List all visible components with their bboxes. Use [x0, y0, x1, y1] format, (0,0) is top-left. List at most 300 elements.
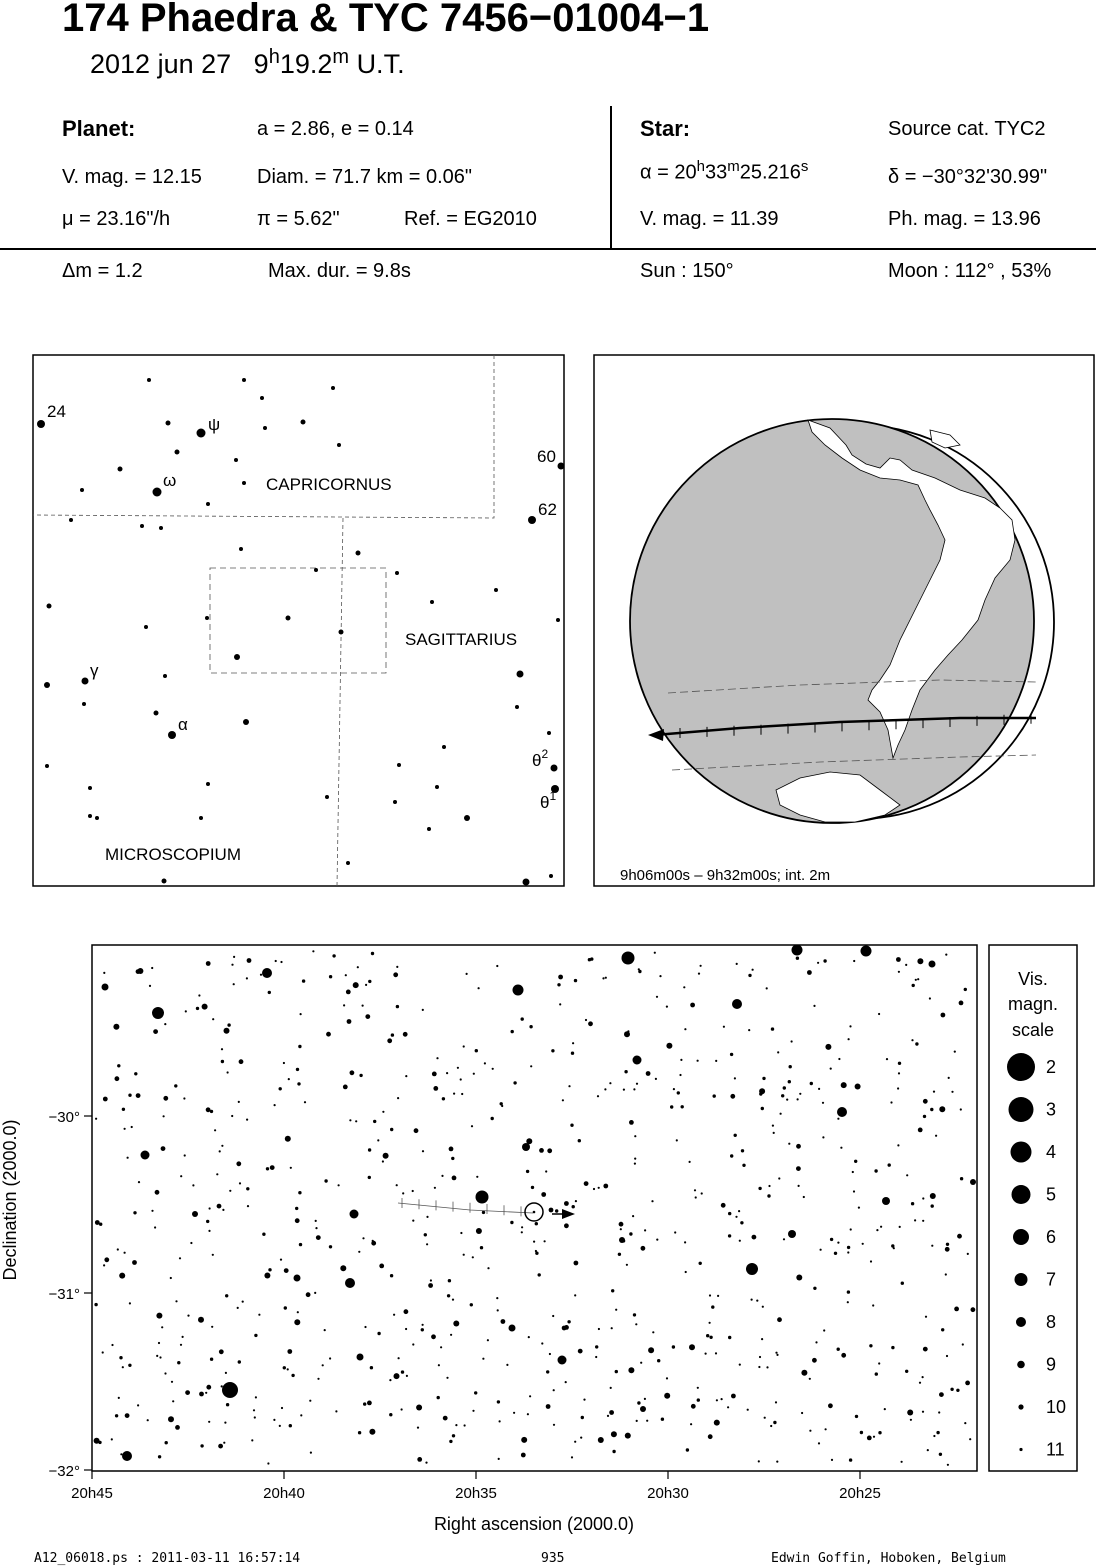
- field-star: [236, 1161, 241, 1166]
- field-star: [118, 1397, 120, 1399]
- field-star: [463, 1045, 465, 1047]
- field-star: [302, 979, 305, 982]
- field-star: [553, 1424, 555, 1426]
- field-star: [315, 1227, 317, 1229]
- field-star: [117, 1248, 119, 1250]
- field-star: [796, 957, 799, 960]
- field-star: [482, 1211, 485, 1214]
- field-star: [788, 1230, 796, 1238]
- event-hour: 9: [253, 49, 269, 79]
- field-star: [603, 1184, 608, 1189]
- field-star: [728, 1336, 731, 1339]
- field-star: [187, 1315, 189, 1317]
- field-star: [728, 1234, 731, 1237]
- field-star: [771, 1027, 774, 1030]
- legend-label-3: 3: [1046, 1099, 1057, 1120]
- orbit-reference: Ref. = EG2010: [404, 208, 537, 230]
- field-star: [776, 1354, 778, 1356]
- field-star: [158, 1455, 161, 1458]
- field-star: [119, 1273, 125, 1279]
- field-star: [641, 1246, 646, 1251]
- field-star: [266, 1167, 269, 1170]
- ra-minutes: 33: [704, 161, 728, 184]
- field-star: [528, 1336, 530, 1338]
- field-star: [406, 1375, 408, 1377]
- field-star: [557, 983, 560, 986]
- field-star: [609, 1082, 611, 1084]
- x-tick-2030: 20h30: [647, 1485, 689, 1502]
- field-star: [451, 1157, 454, 1160]
- field-star: [546, 1404, 551, 1409]
- field-star: [298, 1045, 301, 1048]
- field-star: [396, 1184, 398, 1186]
- field-star: [329, 975, 332, 978]
- field-star: [216, 1173, 218, 1175]
- field-star: [210, 1110, 213, 1113]
- field-star: [564, 1223, 569, 1228]
- field-star: [447, 1294, 450, 1297]
- field-star: [453, 1093, 455, 1095]
- field-star: [452, 1434, 455, 1437]
- field-star: [673, 1088, 675, 1090]
- field-star: [907, 1410, 913, 1416]
- field-star: [168, 1416, 174, 1422]
- field-star: [211, 1326, 213, 1328]
- field-star: [365, 984, 367, 986]
- field-star: [521, 1453, 526, 1458]
- field-star: [611, 1289, 614, 1292]
- field-star: [922, 1411, 924, 1413]
- field-star: [629, 1120, 634, 1125]
- field-star: [575, 1200, 577, 1202]
- field-star: [246, 1187, 249, 1190]
- field-star: [762, 1306, 764, 1308]
- field-star: [574, 979, 577, 982]
- field-star: [359, 1074, 362, 1077]
- field-star: [221, 1385, 223, 1387]
- field-star: [120, 1453, 122, 1455]
- field-star: [588, 1021, 593, 1026]
- field-star: [553, 1389, 555, 1391]
- field-star: [422, 1324, 424, 1326]
- legend-label-2: 2: [1046, 1057, 1057, 1077]
- field-star: [221, 1145, 223, 1147]
- field-star: [529, 1395, 531, 1397]
- field-star: [280, 1259, 282, 1261]
- field-star: [480, 1246, 483, 1249]
- field-star: [931, 1245, 933, 1247]
- field-star: [172, 1400, 174, 1402]
- star-chart: [0, 930, 1096, 1550]
- field-star: [510, 1221, 513, 1224]
- field-star: [901, 1282, 904, 1285]
- field-star: [697, 1060, 699, 1062]
- field-star: [430, 1279, 432, 1281]
- field-star: [927, 1449, 929, 1451]
- footer-page-number: 935: [541, 1551, 565, 1566]
- field-star: [674, 1231, 676, 1233]
- field-star: [558, 1356, 567, 1365]
- field-star: [196, 1007, 199, 1010]
- field-star: [736, 963, 738, 965]
- field-star: [644, 1398, 646, 1400]
- field-star: [783, 1238, 785, 1240]
- legend-dot-9: [1017, 1361, 1025, 1369]
- planet-orbit: a = 2.86, e = 0.14: [257, 118, 414, 140]
- field-star: [460, 1232, 462, 1234]
- field-star: [129, 1302, 131, 1304]
- field-star: [878, 1431, 881, 1434]
- field-star: [930, 1108, 933, 1111]
- field-star: [95, 1118, 97, 1120]
- field-star: [828, 1403, 833, 1408]
- field-star: [957, 1234, 962, 1239]
- field-star: [159, 1356, 161, 1358]
- field-star: [797, 1098, 799, 1100]
- field-star: [905, 964, 907, 966]
- field-star: [185, 1390, 190, 1395]
- field-star: [306, 1292, 311, 1297]
- field-star: [585, 1019, 587, 1021]
- field-star: [700, 965, 702, 967]
- field-star: [615, 1309, 617, 1311]
- field-star: [179, 1257, 181, 1259]
- field-star: [571, 1052, 574, 1055]
- field-star: [929, 961, 936, 968]
- field-star: [476, 1228, 482, 1234]
- field-star: [127, 1157, 129, 1159]
- field-star: [368, 1176, 371, 1179]
- field-star: [357, 966, 359, 968]
- field-star: [531, 1186, 534, 1189]
- x-tick-2045: 20h45: [71, 1485, 113, 1502]
- field-star: [175, 1425, 180, 1430]
- star-label-24: 24: [47, 402, 66, 421]
- legend-dot-6: [1013, 1229, 1029, 1245]
- constellation-microscopium: MICROSCOPIUM: [105, 845, 241, 864]
- field-star: [735, 1216, 737, 1218]
- field-star: [870, 1260, 872, 1262]
- field-star: [417, 1457, 422, 1462]
- field-star: [442, 1097, 445, 1100]
- field-star: [595, 1356, 597, 1358]
- field-star: [946, 1243, 949, 1246]
- field-star: [798, 1185, 800, 1187]
- field-star: [225, 1372, 227, 1374]
- field-star: [699, 1262, 702, 1265]
- field-star: [102, 984, 109, 991]
- field-star: [412, 1220, 414, 1222]
- field-star: [223, 1442, 225, 1444]
- field-star: [931, 1204, 934, 1207]
- field-star: [758, 1187, 761, 1190]
- field-star: [714, 1420, 720, 1426]
- field-star: [578, 1139, 581, 1142]
- field-star: [818, 1442, 820, 1444]
- field-star: [247, 1205, 249, 1207]
- field-star: [681, 1105, 684, 1108]
- field-star: [767, 1194, 770, 1197]
- field-star: [685, 1271, 687, 1273]
- field-star: [275, 960, 277, 962]
- field-star: [962, 1343, 964, 1345]
- field-star: [593, 1188, 595, 1190]
- field-star: [595, 1345, 598, 1348]
- field-star: [947, 1464, 949, 1466]
- field-star: [611, 1431, 617, 1437]
- field-star: [812, 1358, 817, 1363]
- field-star: [945, 1247, 950, 1252]
- field-star: [809, 1430, 811, 1432]
- field-star: [572, 1042, 574, 1044]
- field-star: [574, 1441, 576, 1443]
- field-star: [941, 1328, 944, 1331]
- field-star: [951, 1091, 953, 1093]
- star-source-catalog: Source cat. TYC2: [888, 118, 1046, 140]
- field-star: [433, 1086, 438, 1091]
- field-star: [841, 1082, 847, 1088]
- field-star: [472, 1410, 474, 1412]
- field-star: [530, 1065, 532, 1067]
- field-star: [742, 1164, 745, 1167]
- field-star: [541, 1192, 546, 1197]
- field-star: [636, 1420, 638, 1422]
- field-star: [656, 996, 658, 998]
- field-star: [295, 1207, 298, 1210]
- field-star: [450, 1334, 452, 1336]
- field-star: [646, 1420, 648, 1422]
- field-star: [478, 987, 480, 989]
- field-star: [322, 1364, 324, 1366]
- field-star: [634, 1135, 636, 1137]
- field-star: [679, 1074, 681, 1076]
- field-star: [546, 1370, 549, 1373]
- field-star: [227, 1023, 230, 1026]
- field-star: [369, 1429, 375, 1435]
- field-star: [922, 1197, 924, 1199]
- field-star: [222, 1382, 238, 1398]
- field-star: [208, 1421, 210, 1423]
- field-star: [329, 1357, 331, 1359]
- field-star: [899, 1226, 901, 1228]
- field-star: [94, 1438, 100, 1444]
- field-star: [815, 1341, 817, 1343]
- field-star: [701, 1192, 703, 1194]
- field-star: [295, 1218, 300, 1223]
- planet-motion: μ = 23.16"/h: [62, 208, 171, 230]
- field-star: [396, 1005, 399, 1008]
- field-star: [533, 1241, 535, 1243]
- field-star: [730, 1154, 733, 1157]
- field-star: [317, 1378, 319, 1380]
- field-star: [163, 1096, 168, 1101]
- field-star: [346, 990, 351, 995]
- field-star: [915, 1042, 918, 1045]
- footer-file-info: A12_06018.ps : 2011-03-11 16:57:14: [34, 1551, 301, 1566]
- field-star: [684, 1028, 686, 1030]
- field-star: [161, 1326, 163, 1328]
- field-star: [945, 954, 947, 956]
- field-star: [633, 1313, 636, 1316]
- star-heading: Star:: [640, 116, 691, 141]
- field-star: [501, 1105, 503, 1107]
- field-star: [199, 1392, 204, 1397]
- field-star: [676, 1139, 678, 1141]
- field-star: [281, 1407, 283, 1409]
- field-star: [923, 1115, 926, 1118]
- field-star: [226, 1403, 229, 1406]
- field-star: [964, 988, 967, 991]
- field-star: [886, 1058, 888, 1060]
- field-star: [741, 1149, 744, 1152]
- field-star: [128, 1364, 131, 1367]
- field-star: [695, 1196, 697, 1198]
- field-star: [401, 1408, 403, 1410]
- field-star: [521, 1017, 524, 1020]
- field-star: [898, 1072, 900, 1074]
- field-star: [708, 1434, 713, 1439]
- field-star: [620, 1228, 622, 1230]
- event-date: 2012 jun 27: [90, 49, 232, 79]
- field-star: [541, 1342, 543, 1344]
- field-star: [452, 1299, 454, 1301]
- field-star: [766, 1366, 768, 1368]
- field-star: [638, 970, 641, 973]
- field-star: [847, 1301, 849, 1303]
- field-star: [776, 1461, 778, 1463]
- field-star: [837, 1242, 839, 1244]
- field-star: [567, 1320, 570, 1323]
- field-star: [434, 1187, 436, 1189]
- field-star: [387, 1038, 392, 1043]
- field-star: [891, 1244, 894, 1247]
- field-star: [652, 1331, 654, 1333]
- field-star: [830, 1068, 832, 1070]
- field-star: [300, 1013, 302, 1015]
- field-star: [138, 1181, 140, 1183]
- field-star: [788, 1143, 790, 1145]
- field-star: [377, 1139, 379, 1141]
- field-star: [393, 972, 398, 977]
- field-star: [813, 1005, 815, 1007]
- field-star: [206, 961, 211, 966]
- field-star: [364, 1326, 366, 1328]
- field-star: [820, 1249, 822, 1251]
- field-star: [258, 1314, 260, 1316]
- field-star: [731, 1394, 736, 1399]
- field-star: [231, 1115, 233, 1117]
- field-star: [273, 1419, 275, 1421]
- field-star: [715, 1060, 717, 1062]
- field-star: [853, 1190, 855, 1192]
- field-star: [270, 1165, 275, 1170]
- field-star: [128, 1094, 131, 1097]
- ra-seconds: 25.216: [739, 161, 801, 184]
- field-star: [813, 1287, 816, 1290]
- field-star: [559, 1003, 561, 1005]
- field-star: [602, 977, 604, 979]
- field-star: [960, 1108, 962, 1110]
- field-star: [288, 1078, 290, 1080]
- field-star: [716, 1399, 718, 1401]
- field-star: [624, 1031, 630, 1037]
- field-star: [357, 1354, 364, 1361]
- field-star: [549, 1208, 554, 1213]
- field-star: [521, 1226, 523, 1228]
- field-star: [377, 1332, 380, 1335]
- field-star: [544, 1240, 546, 1242]
- field-star: [231, 964, 233, 966]
- field-star: [471, 1125, 473, 1127]
- field-star: [954, 1307, 959, 1312]
- field-star: [873, 1436, 875, 1438]
- field-star: [233, 956, 235, 958]
- field-star: [622, 952, 635, 965]
- field-star: [218, 1444, 223, 1449]
- field-star: [125, 1413, 130, 1418]
- field-star: [788, 1080, 791, 1083]
- field-star: [254, 1416, 256, 1418]
- field-star: [513, 1412, 515, 1414]
- field-star: [111, 1438, 113, 1440]
- field-star: [598, 1437, 604, 1443]
- field-star: [287, 1368, 289, 1370]
- field-star: [368, 1148, 371, 1151]
- field-star: [680, 1059, 682, 1061]
- field-star: [284, 1268, 289, 1273]
- field-star: [906, 1174, 908, 1176]
- field-star: [401, 1370, 404, 1373]
- field-star: [370, 1366, 373, 1369]
- field-star: [640, 1362, 642, 1364]
- field-star: [565, 1381, 567, 1383]
- field-star: [499, 1420, 501, 1422]
- field-star: [200, 1444, 203, 1447]
- field-star: [461, 1093, 463, 1095]
- field-star: [619, 1222, 624, 1227]
- field-star: [405, 1328, 407, 1330]
- time-scale: U.T.: [356, 49, 405, 79]
- field-star: [948, 1077, 950, 1079]
- field-star: [122, 1108, 125, 1111]
- field-star: [697, 1387, 699, 1389]
- field-star: [917, 978, 919, 980]
- path-arrow: [562, 1209, 575, 1219]
- field-star: [526, 1138, 532, 1144]
- field-star: [861, 946, 872, 957]
- field-star: [362, 1005, 364, 1007]
- field-star: [572, 1205, 575, 1208]
- ra-hours: α = 20: [640, 161, 697, 184]
- sun-elongation: Sun : 150°: [640, 260, 734, 282]
- field-star: [933, 1091, 935, 1093]
- field-star: [691, 1404, 696, 1409]
- field-star: [636, 1083, 638, 1085]
- legend-label-5: 5: [1046, 1184, 1057, 1205]
- field-star: [740, 1221, 743, 1224]
- field-star: [264, 1273, 270, 1279]
- field-star: [535, 1222, 538, 1225]
- field-star: [727, 1406, 729, 1408]
- field-star: [734, 1077, 736, 1079]
- field-star: [251, 1439, 253, 1441]
- field-star: [343, 1004, 345, 1006]
- field-star: [522, 1143, 530, 1151]
- field-star: [584, 1181, 589, 1186]
- field-star: [221, 1048, 223, 1050]
- field-star: [690, 1003, 695, 1008]
- field-star: [137, 1404, 139, 1406]
